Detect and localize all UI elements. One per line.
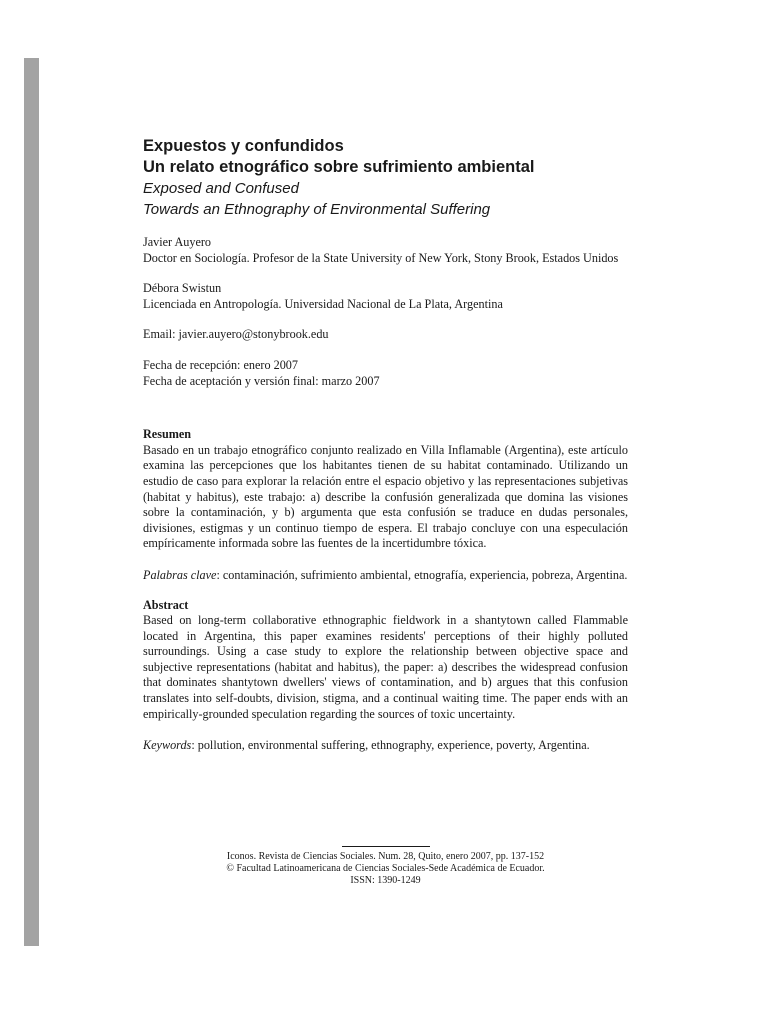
journal-footer (143, 846, 628, 887)
article-front-matter (143, 136, 628, 754)
author-name: Débora Swistun (143, 281, 222, 296)
keywords-text: : pollution, environmental suffering, ethnography, experience, poverty, Argentina. (191, 738, 590, 753)
footer-rule (342, 846, 430, 847)
title-en-line1: Exposed and Confused (143, 180, 299, 197)
palabras-clave (143, 568, 628, 584)
resumen-section (143, 427, 628, 552)
palabras-clave-text: : contaminación, sufrimiento ambiental, etnografía, experiencia, pobreza, Argentina. (216, 567, 628, 582)
author-affiliation: Doctor en Sociología. Profesor de la State University of New York, Stony Brook, Estados Unidos (143, 250, 619, 265)
article-title (143, 136, 628, 220)
author-affiliation: Licenciada en Antropología. Universidad Nacional de La Plata, Argentina (143, 296, 503, 311)
resumen-heading: Resumen (143, 427, 192, 442)
footer-issn: ISSN: 1390-1249 (350, 875, 421, 886)
title-es-line2: Un relato etnográfico sobre sufrimiento ambiental (143, 158, 535, 176)
author-email[interactable]: Email: javier.auyero@stonybrook.edu (143, 327, 329, 342)
palabras-clave-label: Palabras clave (143, 567, 217, 582)
author-1 (143, 235, 628, 266)
title-en-line2: Towards an Ethnography of Environmental Suffering (143, 201, 491, 218)
abstract-text: Based on long-term collaborative ethnographic fieldwork in a shantytown called Flammable located in Argentina, this paper examines residents' perceptions of their highly polluted surroundings. Using a case study to explore the relationship between objective space and subjective representations (habitat and habitus), the paper: a) describes the widespread confusion that dominates shantytown dwellers' views of contamination, and b) argues that this confusion translates into self-doubts, division, stigma, and a continual waiting time. The paper ends with an empirically-grounded speculation regarding the sources of toxic uncertainty. (143, 613, 628, 721)
abstract-section (143, 598, 628, 723)
date-accepted: Fecha de aceptación y versión final: marzo 2007 (143, 373, 380, 388)
footer-citation: Iconos. Revista de Ciencias Sociales. Num. 28, Quito, enero 2007, pp. 137-152 (226, 851, 545, 862)
author-2 (143, 281, 628, 312)
keywords (143, 738, 628, 754)
footer-copyright: © Facultad Latinoamericana de Ciencias Sociales-Sede Académica de Ecuador. (226, 863, 545, 874)
title-es-line1: Expuestos y confundidos (143, 137, 344, 155)
resumen-text: Basado en un trabajo etnográfico conjunto realizado en Villa Inflamable (Argentina), este artículo examina las percepciones que los habitantes tienen de su habitat contaminado. Utilizando un estudio de caso para explorar la relación entre el espacio objetivo y las representaciones subjetivas (habitat y habitus), este trabajo: a) describe la confusión generalizada que domina las visiones sobre la contaminación, y b) argumenta que esta confusión se traduce en dudas personales, divisiones, estigmas y un continuo tiempo de espera. El trabajo concluye con una especulación empíricamente informada sobre las fuentes de la incertidumbre tóxica. (143, 442, 628, 551)
keywords-label: Keywords (143, 738, 192, 753)
page-margin-bar (24, 58, 39, 946)
submission-dates (143, 358, 628, 389)
author-name: Javier Auyero (143, 235, 212, 249)
abstract-heading: Abstract (143, 597, 189, 612)
date-received: Fecha de recepción: enero 2007 (143, 357, 298, 372)
